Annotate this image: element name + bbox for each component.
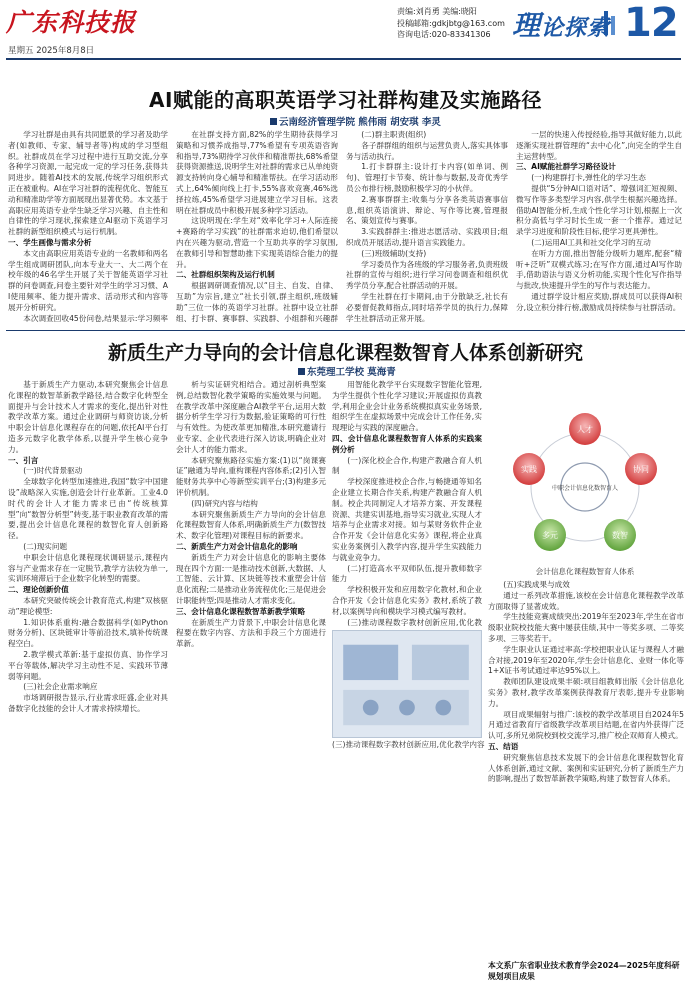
header-rule [6,58,681,60]
paragraph: 基于新质生产力驱动,本研究聚焦会计信息化课程的数智革新教学路径,结合数字化转型全面提升与会计技术人才需求的变化,提出针对性教学改革方案。通过企业调研与师资访谈,分析中职会计信息化课程存在的问题,依托AI平台打造多元数字化教学体系,以提升学生核心竞争力。 [8,380,168,454]
article1-title: AI赋能的高职英语学习社群构建及实施路径 [149,88,542,112]
paragraph: 新质生产力对会计信息化的影响主要体现在四个方面:一是推动技术创新,大数据、人工智能、云计算、区块链等技术重塑会计信息化流程;二是推动业务流程优化;三是促进会计职能转型;四是推动人才需求变化。 [176,552,326,605]
paragraph: (三)推动课程数字教材创新应用,优化教 [347,617,482,626]
article2-column-1 [8,380,168,1002]
article1-column-1 [8,130,168,324]
paragraph: 提供“5分钟AI口语对话”、增强词汇短视频、微写作等多类型学习内容,供学生根据兴趣选择。借助AI智能分析,生成个性化学习计划,根据上一次积分高低与学习时长生成一套一个推荐。通过记录学习进度和阶段性目标,使学习更具弹性。 [516,183,682,237]
paragraph: 学校深度推进校企合作,与畅捷通等知名企业建立长期合作关系,构建产教融合育人机制。校企共同制定人才培养方案、开发课程资源、共建实训基地,指导实习就业,实现人才培养与企业需求对接。如与某财务软件企业合作开发《会计信息化实务》课程,将企业真实业务案例引入教学内容,提升学生实践能力与就业竞争力。 [332,477,482,562]
paragraph: 学生技能竞赛成绩突出:2019年至2023年,学生在省市级职业院校技能大赛中屡获佳绩,其中一等奖多项、二等奖多项、三等奖若干。 [488,612,684,643]
paragraph: 根据调研调查情况,以“目主、自发、自律、互助”为宗旨,建立“社长引领,群主组织,班级辅助”三位一体的英语学习社群。社群中设立社群组、打卡群、赛事群、实践群、小组群和兴趣群 [176,281,338,323]
article2-title: 新质生产力导向的会计信息化课程数智育人体系创新研究 [107,342,583,364]
paragraph: (三)社会企业需求响应 [23,682,98,692]
page-header [0,0,691,78]
diagram-center-label: 中职会计信息化数智育人 [551,485,619,492]
diagram-node-label: 协同 [633,465,649,474]
phone-line: 咨询电话:020-83341306 [397,30,491,39]
paragraph: 这说明现在:学生对“效率化学习+人际连接+赛路的学习实践”的社群需求迫切,他们希望以内在兴趣为驱动,营造一个互助共享的学习氛围,在教师引导和智慧助推下实现英语综合能力的提升。 [176,216,338,269]
byline-marker-icon [298,368,305,375]
section-divider [6,330,685,331]
editor-line: 责编:刘肖勇 美编:晓阳 [397,7,477,16]
paragraph: 1.打卡群群主:设计打卡内容(如单词、例句)、管理打卡节奏、统计参与数据,及奇优秀学员公布排行榜,鼓励积极学习的小伙伴。 [346,162,508,193]
section-heading: 一、学生画像与需求分析 [8,237,92,247]
paragraph: 本文由高职应用英语专业的一名教师和两名学生组成调研团队,向本专业大一、大二两个在校年级的46名学生开展了关于智能英语学习社群的问卷调查,问卷主要针对学生的学习习惯、AI使用频率、能力提升需求、活动形式和内容等展开分析研究。 [8,248,168,312]
paragraph: 本研究聚焦新质生产力导向的会计信息化课程数智育人体系,明确新质生产力(数智技术、数字化管理)对课程目标的新要求。 [176,509,326,541]
paragraph: (一)深化校企合作,构建产教融合育人机制 [332,455,482,476]
section-heading: 三、AI赋能社群学习路径设计 [516,162,616,172]
byline-marker-icon [270,118,277,125]
article2-column-3 [332,380,482,626]
paragraph: (二)打造高水平双师队伍,提升教师数字能力 [332,563,482,584]
classroom-figure [332,630,482,738]
diagram-node-label: 人才 [577,425,593,434]
paragraph: 通过群学设计相应奖励,群成员可以获得AI积分,设立积分排行榜,激励成员持续参与社群活动。 [516,291,682,312]
article2-byline: 东莞理工学校 莫海青 [298,364,396,378]
paragraph: 在社群支持方面,82%的学生期待获得学习策略和习惯养成指导,77%希望有专项英语咨询和指导,73%期待学习伙伴和精准帮扶,68%希望获得资源推送,说明学生对社群的需求已从单纯资源支持转向身心辅导和精准帮扶。在学习活动形式上,64%倾向线上打卡,55%喜欢竞赛,46%选择拉练,45%希望学习进展建立学习目标。这表明在社群成员中积极开展多种学习活动。 [176,130,338,215]
paragraph: 学生职业认证通过率高:学校把职业认证与课程人才融合对接,2019年至2020年,学生会计信息化、业财一体化等1+X证书考试通过率达95%以上。 [488,644,684,676]
paragraph: 全球数字化转型加速推进,我国“数字中国建设”战略深入实施,创造会计行业革新。工业4.0时代的会计人才能力需求已由“传统核算型”向“数智分析型”转变,基于职业教育改革的需要,提出会计信息化课程的数智化育人创新路径。 [8,477,168,541]
diagram-node-label: 多元 [542,531,558,540]
paragraph: 一层的快速入传授经验,指导其做好能力,以此逐渐实现社群管理的“去中心化”,向完全的学生自主运营转型。 [516,130,682,161]
diagram-node [569,413,601,445]
paragraph: 2.赛事群群主:收集与分享各类英语赛事信息,组织英语演讲、辩论、写作等比赛,管理报名、策划宣传与赛事。 [346,194,508,226]
paragraph: 本次调查回收45份问卷,结果显示:学习频率 [23,313,168,323]
diagram-node [625,453,657,485]
diagram-node [604,519,636,551]
article2-column-4 [488,580,684,956]
paragraph: 项目成果辐射与推广:该校的教学改革项目自2024年5月通过省教育厅省级教学改革项目结题,在省内外获得广泛认可,多所兄弟院校到校交流学习,推广校企双师育人模式。 [488,709,684,741]
paragraph: (二)运用AI工具和社交化学习的互动 [531,237,651,247]
masthead: 广东科技报 [6,8,137,37]
paragraph: 本研究突破传统会计教育范式,构建“双核驱动”理论模型: [8,595,168,616]
section-heading: 一、引言 [8,455,39,465]
page-number: 12 [624,0,678,46]
diagram-node [513,453,545,485]
diagram-caption: 会计信息化课程数智育人体系 [535,567,635,576]
paragraph: 本研究聚焦路径实施方案:(1)以“岗课赛证”融通为导向,重构课程内容体系;(2)引入智能财务共享中心等新型实训平台;(3)构建多元评价机制。 [176,455,326,497]
paragraph: 在新质生产力背景下,中职会计信息化课程要在数字内容、方法和手段三个方面进行革新。 [176,617,326,649]
article2-column-2 [176,380,326,1002]
education-system-diagram [486,405,684,565]
section-heading: 三、会计信息化课程数智革新教学策略 [176,606,306,616]
article1-byline: 云南经济管理学院 熊伟雨 胡安琪 李灵 [270,114,441,128]
paragraph: (三)班级辅助(支持) [361,248,427,258]
article1-column-2 [176,130,338,324]
paragraph: (二)现实问题 [23,541,68,551]
paragraph: 各子群群组的组织与运营负责人,落实具体事务与活动执行。 [346,140,508,161]
article1-column-3 [346,130,508,324]
email-line: 投稿邮箱:gdkjbtg@163.com [397,18,505,28]
paragraph: 教师团队建设成果丰硕:项目组教师出版《会计信息化实务》教材,教学改革案例获得教育厅表彰,提升专业影响力。 [488,677,684,708]
paragraph: 1.知识体系重构:融合数据科学(如Python财务分析)、区块链审计等前沿技术,填补传统课程空白。 [8,617,168,649]
editor-info [397,6,505,41]
diagram-node [534,519,566,551]
section-name: 理论探索 [512,9,611,42]
section-heading: 二、社群组织架构及运行机制 [176,270,275,280]
paragraph: 3.实践群群主:推进志愿活动、实践项目;组织成员开展活动,提升语言实践能力。 [346,227,508,247]
paragraph: (二)群主职责(组织) [361,130,427,139]
section-heading: 五、结语 [488,741,519,751]
paragraph: 研究聚焦信息技术发展下的会计信息化课程数智化育人体系创新,通过文献、案例和实证研究,分析了新质生产力的影响,提出了数智革新教学策略,构建了数智育人体系。 [488,752,684,784]
paragraph: 学习社群是由具有共同愿景的学习者及助学者(如教师、专家、辅导者等)构成的学习型组织。社群成员在学习过程中进行互助交流,分享各种学习资源,一起完成一定的学习任务,获得共同进步。随着AI技术的发展,传统学习组织形式正在被重构。AI在学习社群的流程优化、智能互动和精准助学等方面展现出显著优势。本文基于高职应用英语专业学生缺乏学习兴趣、自主性和自律性的学习现状,探索建立AI驱动下英语学习社群的新型组织模式与运行机制。 [8,130,168,237]
paragraph: (四)研究内容与结构 [191,498,258,508]
paragraph: 学生社群在打卡期间,由于分散缺乏,社长有必要督促教师指点,同时培养学员的执行力,保障学生社群活动正常开展。 [346,291,508,323]
paragraph: 中职会计信息化课程现状调研显示,课程内容与产业需求存在一定脱节,教学方法较为单一,实训环境滞后于企业数字化转型的需要。 [8,552,168,584]
paragraph: 学校积极开发和应用数字化教材,和企业合作开发《会计信息化实务》教材,系统了教材,以案例导向和模块学习模式编写教材。 [332,585,482,616]
diagram-node-label: 实践 [521,465,537,474]
section-heading: 二、新质生产力对会计信息化的影响 [176,541,298,551]
article1-column-4 [516,130,682,324]
section-heading: 四、会计信息化课程数智育人体系的实践案例分析 [332,433,482,454]
paragraph: 通过一系列改革措施,该校在会计信息化课程教学改革方面取得了显著成效。 [488,590,684,611]
paragraph: 用智能化教学平台实现数字智能化管理,为学生提供个性化学习建议;开展虚拟仿真教学,利用企业会计业务系统模拟真实业务场景,组织学生在虚拟场景中完成会计工作任务,实现理论与实践的深度融合。 [332,380,482,433]
paragraph: 2.教学模式革新:基于虚拟仿真、协作学习平台等载体,解决学习主动性不足、实践环节薄弱等问题。 [8,649,168,681]
paragraph: 在听力方面,推出智能分级听力题库,配套“精听+泛听”双模式练习;在写作方面,通过AI写作助手,借助语法与语义分析功能,实现个性化写作指导与批改,快速提升学生的写作与表达能力。 [516,248,682,291]
paragraph: 学习委员作为各班级的学习服务者,负责班级社群的宣传与组织;进行学习问卷调查和组织优秀学员分享,配合社群活动的开展。 [346,259,508,291]
paragraph: 析与实证研究相结合。通过剖析典型案例,总结数智化教学策略的实施效果与问题。在教学改革中深度融合AI教学平台,运用大数据分析学生学习行为数据,验证策略的可行性与有效性。为使改革更加精准,本研究邀请行业专家、企业代表进行深入访谈,明确企业对会计人才的能力需求。 [176,380,326,454]
paragraph: 市场调研报告显示,行业需求旺盛,企业对具备数字化技能的会计人才需求持续增长。 [8,693,168,713]
paragraph: (一)时代背景驱动 [23,466,83,476]
diagram-node-label: 数智 [612,531,628,540]
paragraph: (一)构建群打卡,弹性化的学习生态 [531,173,646,183]
figure-caption: (三)推动课程数字教材创新应用,优化教学内容 [332,740,485,749]
paragraph: (五)实践成果与成效 [503,580,570,589]
section-heading: 二、理论创新价值 [8,585,69,595]
dateline: 星期五 2025年8月8日 [8,46,95,56]
article-footer-note: 本文系广东省职业技术教育学会2024—2025年度科研规划项目成果 [488,961,680,981]
